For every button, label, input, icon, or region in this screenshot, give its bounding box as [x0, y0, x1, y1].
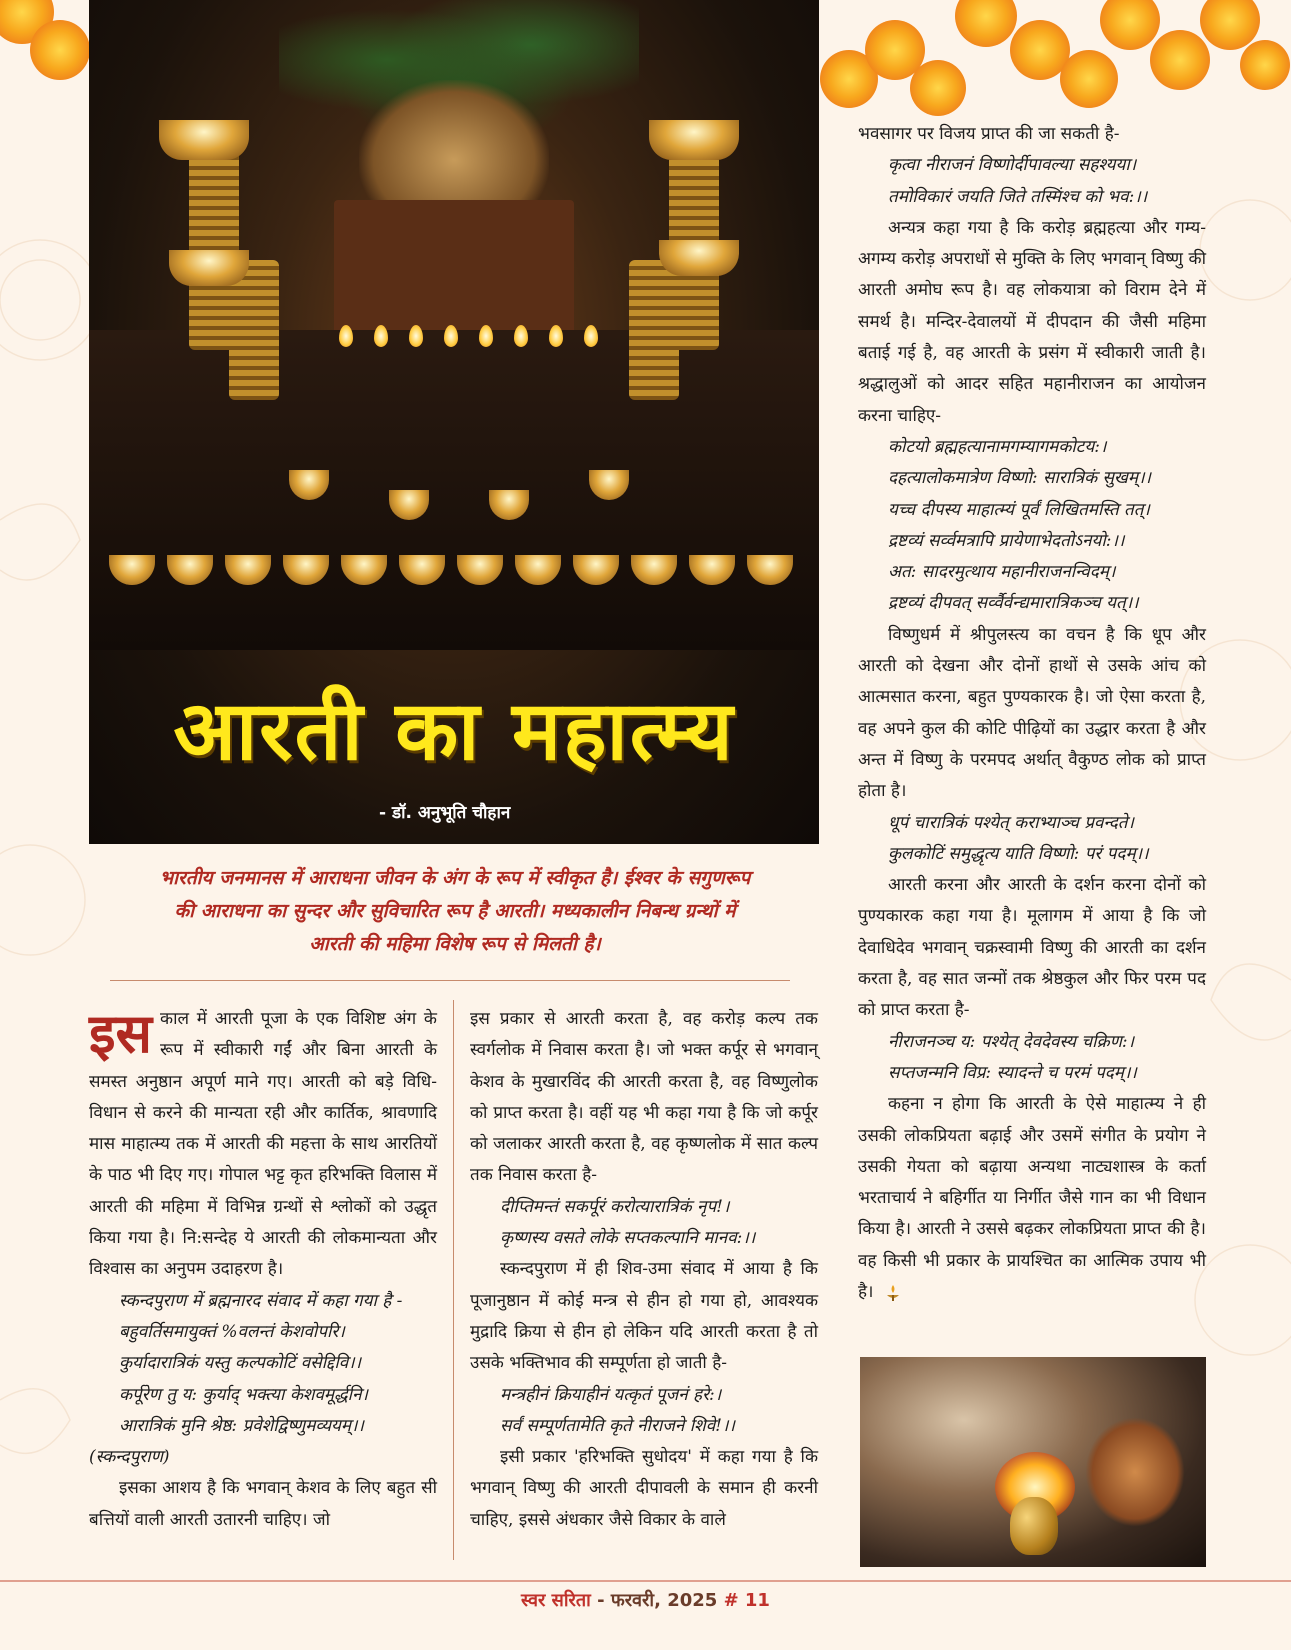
paragraph: इसी प्रकार 'हरिभक्ति सुधोदय' में कहा गया है कि भगवान् विष्णु की आरती दीपावली के समान ही करनी चाहिए, इससे अंधकार जैसे विकार के वाले: [470, 1447, 818, 1530]
devotee-figure: [1085, 1417, 1185, 1527]
lamp-flame: [549, 325, 563, 347]
aarti-photo: [860, 1357, 1206, 1567]
verse-line: कुर्यादारात्रिकं यस्तु कल्पकोटिं वसेद्दिवि।।: [119, 1353, 362, 1374]
page-footer: [0, 1588, 1291, 1612]
verse-line: धूपं चारात्रिकं पश्येत् कराभ्याञ्च प्रवन्दते।: [888, 812, 1134, 833]
intro-line: भारतीय जनमानस में आराधना जीवन के अंग के रूप में स्वीकृत है। ईश्वर के सगुणरूप: [159, 867, 751, 889]
article-title: आरती का महात्म्य: [173, 684, 735, 779]
paragraph: काल में आरती पूजा के एक विशिष्ट अंग के रूप में स्वीकारी गईं और बिना आरती के समस्त अनुष्ठान अपूर्ण माने गए। आरती को बड़े विधि-विधान से करने की मान्यता रही और कार्तिक, श्रावणादि मास माहात्म्य तक में आरती की महत्ता के साथ आरतियों के पाठ भी दिए गए। गोपाल भट्ट कृत हरिभक्ति विलास में आरती की महिमा में विभिन्न ग्रन्थों से श्लोकों को उद्धृत किया गया है। नि:सन्देह ये आरती की लोकमान्यता और विश्वास का अनुपम उदाहरण है।: [89, 1009, 437, 1280]
verse-line: कुलकोटिं समुद्धृत्य याति विष्णो: परं पदम्।।: [888, 843, 1149, 864]
lamp-flame: [374, 325, 388, 347]
brass-lamp-tower: [629, 260, 679, 400]
intro-line: आरती की महिमा विशेष रूप से मिलती है।: [309, 933, 601, 955]
verse-line: दीप्तिमन्तं सकर्पूरं करोत्यारात्रिकं नृप!।: [500, 1196, 730, 1217]
verse-line: कर्पूरेण तु य: कुर्याद् भक्त्या केशवमूर्द्धनि।: [119, 1384, 368, 1405]
magazine-name: स्वर सरिता: [521, 1590, 591, 1611]
paragraph: आरती करना और आरती के दर्शन करना दोनों को पुण्यकारक कहा गया है। मूलागम में आया है कि जो देवाधिदेव भगवान् चक्रस्वामी विष्णु की आरती का दर्शन करता है, वह सात जन्मों तक श्रेष्ठकुल और फिर परम पद को प्राप्त करता है-: [858, 875, 1206, 1021]
lamp-flame: [514, 325, 528, 347]
brass-pot: [1010, 1497, 1058, 1555]
altar-box: [334, 200, 574, 340]
lamp-flame: [339, 325, 353, 347]
verse-line: मन्त्रहीनं क्रियाहीनं यत्कृतं पूजनं हरे:।: [500, 1384, 722, 1405]
verse-line: स्कन्दपुराण में ब्रह्मनारद संवाद में कहा गया है -: [119, 1290, 403, 1311]
intro-line: की आराधना का सुन्दर और सुविचारित रूप है आरती। मध्यकालीन निबन्ध ग्रन्थों में: [174, 900, 736, 922]
paragraph: भवसागर पर विजय प्राप्त की जा सकती है-: [858, 124, 1120, 144]
paragraph: [858, 1089, 1206, 1308]
column-divider: [453, 1000, 454, 1560]
footer-separator: -: [590, 1590, 611, 1611]
aarti-lamp-icon: [883, 1281, 903, 1303]
intro-summary: [95, 862, 815, 961]
verse-line: सप्तजन्मनि विप्र: स्यादन्ते च परमं पदम्।।: [888, 1062, 1137, 1083]
author-byline: - डॉ. अनुभूति चौहान: [379, 803, 511, 823]
paragraph: इसका आशय है कि भगवान् केशव के लिए बहुत सी बत्तियों वाली आरती उतारनी चाहिए। जो: [89, 1478, 437, 1530]
diya-lamp: [649, 120, 739, 160]
verse-line: द्रष्टव्यं सर्व्वमत्रापि प्रायेणाभेदतोऽनयो:।।: [888, 530, 1125, 551]
hero-image-diyas: [89, 0, 819, 844]
verse-line: कृष्णस्य वसते लोके सप्तकल्पानि मानव:।।: [500, 1228, 756, 1249]
intro-divider: [110, 980, 790, 981]
verse-line: अत: सादरमुत्थाय महानीराजनन्विदम्।: [888, 562, 1116, 583]
paragraph: विष्णुधर्म में श्रीपुलस्त्य का वचन है कि धूप और आरती को देखना और दोनों हाथों से उसके आंच को आत्मसात करना, बहुत पुण्यकारक है। जो ऐसा करता है, वह अपने कुल की कोटि पीढ़ियों का उद्धार करता है और अन्त में विष्णु के परमपद अर्थात् वैकुण्ठ लोक को प्राप्त होता है।: [858, 624, 1206, 802]
page-number: # 11: [717, 1590, 770, 1611]
verse-line: दहत्यालोकमात्रेण विष्णो: सारात्रिकं सुखम्।।: [888, 468, 1151, 489]
diya-lamp: [659, 240, 739, 276]
paragraph: स्कन्दपुराण में ही शिव-उमा संवाद में आया है कि पूजानुष्ठान में कोई मन्त्र से हीन हो गया हो, आवश्यक मुद्रादि क्रिया से हीन हो लेकिन यदि आरती करता है तो उसके भक्तिभाव की सम्पूर्णता हो जाती है-: [470, 1259, 818, 1374]
column-3: [858, 119, 1206, 1308]
lamp-table: [89, 330, 819, 650]
verse-line: सर्वं सम्पूर्णतामेति कृते नीराजने शिवे!।।: [500, 1415, 735, 1436]
footer-divider: [0, 1580, 1291, 1582]
lamp-flame: [409, 325, 423, 347]
verse-line: कृत्वा नीराजनं विष्णोर्दीपावल्या सहश्यया।: [888, 155, 1137, 176]
paragraph: अन्यत्र कहा गया है कि करोड़ ब्रह्महत्या और गम्य-अगम्य करोड़ अपराधों से मुक्ति के लिए भगवान् विष्णु की आरती अमोघ रूप है। वह लोकयात्रा को विराम देने में समर्थ है। मन्दिर-देवालयों में दीपदान की जैसी महिमा बताई गई है, वह आरती के प्रसंग में स्वीकारी जाती है। श्रद्धालुओं को आदर सहित महानीराजन का आयोजन करना चाहिए-: [858, 217, 1206, 426]
verse-line: कोटयो ब्रह्महत्यानामगम्यागमकोटय:।: [888, 436, 1107, 457]
verse-line: तमोविकारं जयति जिते तस्मिंश्च को भव:।।: [888, 186, 1148, 207]
paragraph-text: कहना न होगा कि आरती के ऐसे माहात्म्य ने ही उसकी लोकप्रियता बढ़ाई और उसमें संगीत के प्रयोग ने उसकी गेयता को बढ़ाया अन्यथा नाट्यशास्त्र के कर्ता भरताचार्य ने बहिर्गीत या निर्गीत जैसे गान का भी विधान किया है। आरती ने उससे बढ़कर लोकप्रियता प्राप्त की है। वह किसी भी प्रकार के प्रायश्चित का आत्मिक उपाय भी है।: [858, 1094, 1206, 1302]
lamp-flame: [584, 325, 598, 347]
verse-line: बहुवर्तिसमायुक्तं %वलन्तं केशवोपरि।: [119, 1321, 345, 1342]
diya-lamp: [169, 250, 249, 286]
lamp-flame: [479, 325, 493, 347]
verse-source: (स्कन्दपुराण): [89, 1447, 170, 1468]
lamp-flame: [444, 325, 458, 347]
column-2: [470, 1004, 818, 1536]
drop-cap: इस: [89, 1002, 153, 1065]
column-1: [89, 1004, 437, 1536]
verse-line: द्रष्टव्यं दीपवत् सर्व्वैर्वन्द्यमारात्रिकञ्च यत्।।: [888, 593, 1139, 614]
verse-line: आरात्रिकं मुनि श्रेष्ठ: प्रवेशेद्विष्णुमव्ययम्।।: [119, 1415, 364, 1436]
paragraph: इस प्रकार से आरती करता है, वह करोड़ कल्प तक स्वर्गलोक में निवास करता है। जो भक्त कर्पूर से भगवान् केशव के मुखारविंद की आरती करता है, वह विष्णुलोक को प्राप्त करता है। वहीं यह भी कहा गया है कि जो कर्पूर को जलाकर आरती करता है, वह कृष्णलोक में सात कल्प तक निवास करता है-: [470, 1009, 818, 1186]
verse-line: यच्च दीपस्य माहात्म्यं पूर्वं लिखितमस्ति तत्।: [888, 499, 1150, 520]
verse-line: नीराजनञ्च य: पश्येत् देवदेवस्य चक्रिण:।: [888, 1031, 1135, 1052]
issue-date: फरवरी, 2025: [610, 1590, 718, 1611]
diya-lamp: [159, 120, 249, 160]
